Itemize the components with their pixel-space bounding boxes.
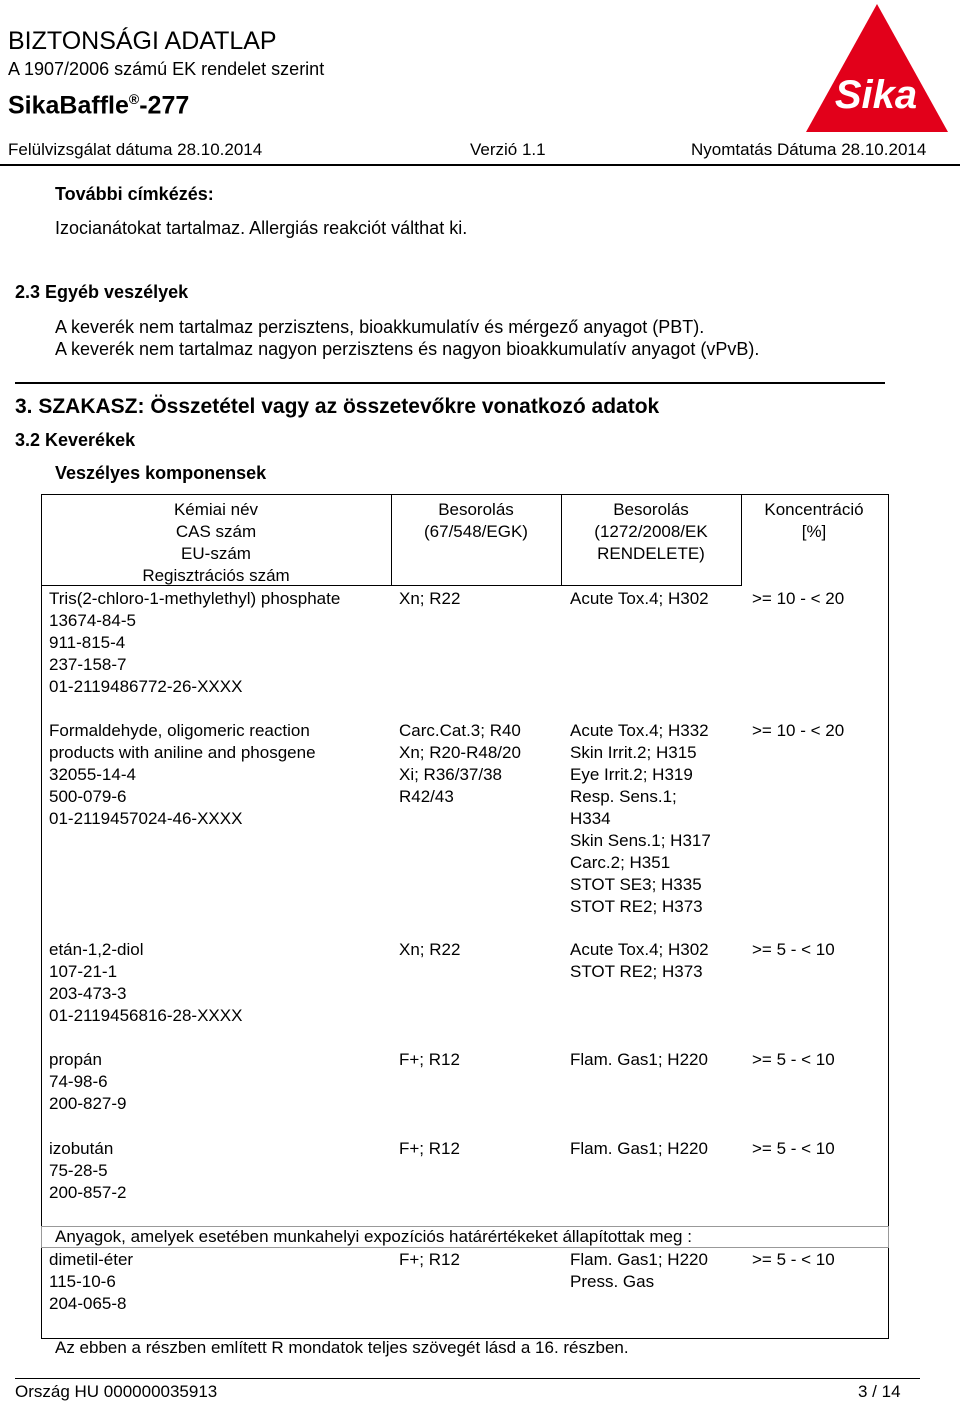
section-2-3-title: 2.3 Egyéb veszélyek <box>15 282 189 302</box>
row1-class1: Xn; R22 <box>399 589 461 608</box>
further-labelling-title: További címkézés: <box>55 184 214 204</box>
row3-class2: Acute Tox.4; H302 STOT RE2; H373 <box>570 940 709 981</box>
further-labelling-text: Izocianátokat tartalmaz. Allergiás reakciót válthat ki. <box>55 218 468 238</box>
section-3-title: 3. SZAKASZ: Összetétel vagy az összetevőkre vonatkozó adatok <box>15 395 660 418</box>
row1-class2: Acute Tox.4; H302 <box>570 589 709 608</box>
row1-concentration: >= 10 - < 20 <box>752 589 845 608</box>
product-name: SikaBaffle®-277 <box>8 91 190 120</box>
hazardous-components-title: Veszélyes komponensek <box>55 463 267 483</box>
regulation-line: A 1907/2006 számú EK rendelet szerint <box>8 59 325 79</box>
header-classification-1272: Besorolás (1272/2008/EK RENDELETE) <box>594 500 708 563</box>
header-classification-67: Besorolás (67/548/EGK) <box>424 500 528 541</box>
row3-class1: Xn; R22 <box>399 940 461 959</box>
row5-concentration: >= 5 - < 10 <box>752 1139 835 1158</box>
row2-class1: Carc.Cat.3; R40 Xn; R20-R48/20 Xi; R36/37/38 R42/43 <box>399 721 521 806</box>
row4-concentration: >= 5 - < 10 <box>752 1050 835 1069</box>
document-header <box>8 26 798 122</box>
section-rule <box>15 382 885 384</box>
section-2-3-line2: A keverék nem tartalmaz nagyon perzisztens és nagyon bioakkumulatív anyagot (vPvB). <box>55 339 760 359</box>
oel-row-name: dimetil-éter 115-10-6 204-065-8 <box>49 1250 134 1313</box>
version: Verzió 1.1 <box>470 140 546 159</box>
row3-concentration: >= 5 - < 10 <box>752 940 835 959</box>
logo-reg: ® <box>932 93 941 107</box>
footer-country: Ország HU 000000035913 <box>15 1382 218 1401</box>
r-phrases-note: Az ebben a részben említett R mondatok teljes szövegét lásd a 16. részben. <box>55 1338 629 1357</box>
row5-class1: F+; R12 <box>399 1139 460 1158</box>
footer-rule <box>15 1378 920 1379</box>
row2-concentration: >= 10 - < 20 <box>752 721 845 740</box>
sika-logo <box>806 4 948 132</box>
oel-row-class1: F+; R12 <box>399 1250 460 1269</box>
section-2-3-line1: A keverék nem tartalmaz perzisztens, bioakkumulatív és mérgező anyagot (PBT). <box>55 317 705 337</box>
logo-text: Sika <box>834 73 918 117</box>
row4-class2: Flam. Gas1; H220 <box>570 1050 708 1069</box>
row2-class2: Acute Tox.4; H332 Skin Irrit.2; H315 Eye Irrit.2; H319 Resp. Sens.1; H334 Skin Sens.1; H317 Carc.2; H351 STOT SE3; H335 STOT RE2; H373 <box>570 721 711 916</box>
revision-date: Felülvizsgálat dátuma 28.10.2014 <box>8 140 263 159</box>
header-chemical-name: Kémiai név CAS szám EU-szám Regisztrációs szám <box>142 500 290 585</box>
row3-name: etán-1,2-diol 107-21-1 203-473-3 01-2119456816-28-XXXX <box>49 940 243 1025</box>
header-rule <box>0 164 960 166</box>
section-3-2-title: 3.2 Keverékek <box>15 430 136 450</box>
oel-title: Anyagok, amelyek esetében munkahelyi expozíciós határértékeket állapítottak meg : <box>55 1227 692 1246</box>
row5-name: izobután 75-28-5 200-857-2 <box>49 1139 127 1202</box>
row4-class1: F+; R12 <box>399 1050 460 1069</box>
row2-name: Formaldehyde, oligomeric reaction products with aniline and phosgene 32055-14-4 500-079-6 01-2119457024-46-XXXX <box>49 721 316 828</box>
document-title: BIZTONSÁGI ADATLAP <box>8 27 277 55</box>
row5-class2: Flam. Gas1; H220 <box>570 1139 708 1158</box>
footer-page-number: 3 / 14 <box>858 1382 901 1401</box>
print-date: Nyomtatás Dátuma 28.10.2014 <box>691 140 927 159</box>
oel-row-class2: Flam. Gas1; H220 Press. Gas <box>570 1250 708 1291</box>
row4-name: propán 74-98-6 200-827-9 <box>49 1050 127 1113</box>
oel-row-concentration: >= 5 - < 10 <box>752 1250 835 1269</box>
row1-name: Tris(2-chloro-1-methylethyl) phosphate 13674-84-5 911-815-4 237-158-7 01-2119486772-26-XXXX <box>49 589 341 696</box>
header-concentration: Koncentráció [%] <box>764 500 864 541</box>
